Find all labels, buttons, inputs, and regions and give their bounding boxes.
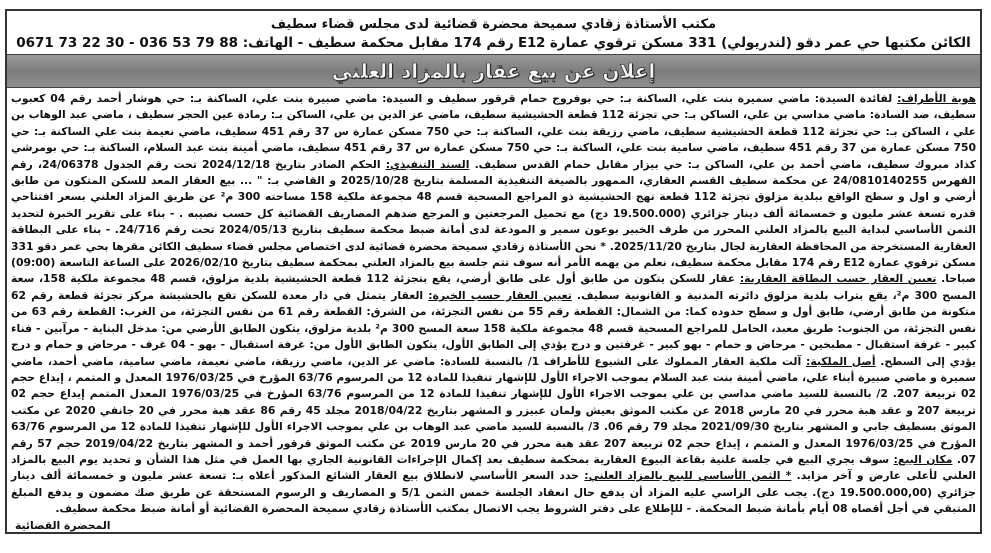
section-label: تعيين العقار حسب الخبرة: <box>428 288 572 302</box>
section-text: سوف يجري البيع في جلسة علنية بقاعة البيوع العقارية بمحكمة سطيف بعد إكمال الإجراءات القانونية الجاري بها العمل في مثل هذا الشأن و تحديد يوم البيع بالمزاد العلني لأعلى عارض و آخر مزايد. <box>11 452 977 483</box>
section-enforcement-title <box>11 158 976 286</box>
section-text: حدد السعر الأساسي لانطلاق بيع العقار الشائع المذكور أعلاه بـ: تسعة عشر مليون و خمسمائة ألف دينار جزائري (19.500.000,00 دج). يجب على الراسي عليه المزاد أن يدفع حال انعقاد الجلسة خمس الثمن 5/1 و المصاريف و الرسوم المستحقة عن طريق صك مضمون و يدفع المبلغ المتبقي في أجل أقصاه 08 أيام بأمانة ضبط المحكمة. - للإطلاع على دفتر الشروط يجب الاتصال بمكتب الأستاذة زقادي سميحة المحضرة القضائية أو أمانة ضبط محكمة سطيف. <box>11 469 976 516</box>
section-label: مكان البيع: <box>893 452 953 466</box>
section-label: أصل الملكية: <box>806 354 876 368</box>
section-label: السند التنفيذي: <box>385 157 470 171</box>
notice-title: إعلان عن بيع عقار بالمزاد العلني <box>331 59 656 83</box>
legal-notice <box>5 9 982 534</box>
section-text: لفائدة السيدة: ماضي سميرة بنت علي، الساكنة بـ: حي بوفروج حمام قرقور سطيف و السيدة: ماضي صبيرة بنت علي، الساكنة بـ: حي هوشار أحمد رقم 04 كعبوب سطيف، ضد السادة: ماضي مداسي بن علي، الساكن بـ: حي تجزئة 112 قطعة الحشيشية سطيف، ماضي عز الدين بن علي، الساكن بـ: رمادة عين الحجر سطيف ، ماضي عبد الوهاب بن علي ، الساكن بـ: حي تجزئة 112 قطعة الحشيشية سطيف، ماضي رزيقة بنت علي، الساكنة بـ: حي 750 مسكن عمارة س 37 رقم 451 سطيف، ماضي نعيمة بنت علي الساكنة بـ: حي 750 مسكن عمارة من 37 رقم 451 سطيف، ماضي سامية بنت علي، الساكنة بـ: حي 750 مسكن عمارة س 37 رقم 451 سطيف، ماضي أمينة بنت عبد السلام، الساكنة بـ: حي بومرشي كذاد مبروك سطيف، ماضي أحمد بن علي، الساكن بـ: حي بيزار مقابل حمام القدس سطيف. <box>11 92 977 171</box>
notice-body <box>11 91 977 532</box>
section-text: عقار للسكن يتكون من طابق أول على طابق أرضي، يقع بتجزئة 112 قطعة الحشيشية بلدية مزلوق، قسم 48 مجموعة ملكية 158، سعة المسح 300 م²، يقع بتراب بلدية مزلوق دائرته المدنية و القانونية سطيف. <box>11 272 976 302</box>
office-name: مكتب الأستاذة زقادي سميحة محضرة قضائية لدى مجلس قضاء سطيف <box>270 17 717 32</box>
section-text: آلت ملكية العقار المملوك على الشيوع للأطراف 1/ بالنسبة للسادة: ماضي عز الدين، ماضي رزيقة، ماضي نعيمة، ماضي سامية، ماضي أحمد، ماضي سميرة و ماضي صبيرة أبناء علي، ماضي أمينة بنت عبد السلام بموجب الاجراء الأول للإشهار تنفيذا للمادة 12 من المرسوم 63/76 المؤرخ في 1976/03/25 المعدل و المتمم ، إيداع حجم 02 تربيعة 207. 2/ بالنسبة للسيد ماضي مداسي بن علي بموجب الاجراء الأول للإشهار تنفيذا للمادة 12 من المرسوم 63/76 المؤرخ في 1976/03/25 المعدل المتمم إيداع حجم 02 تربيعة 207 و عقد هبة محرر في 20 مارس 2018 عن مكتب الموثق بعيش ولمان عبيزر و المشهر بتاريخ 2018/04/22 مجلد 45 رقم 86 عقد هبة محرر في 20 جانفي 2020 عن مكتب الموثق بسطيف جابي و المشهر بتاريخ 2021/09/30 مجلد 79 رقم 06. 3/ بالنسبة للسيد ماضي عبد الوهاب بن علي بموجب الاجراء الأول للإشهار تنفيذا للمادة 12 من المرسوم 63/76 المؤرخ في 1976/03/25 المعدل و المتمم ، إيداع حجم 02 تربيعة 207 عقد هبة محرر في 20 مارس 2019 عن مكتب الموثق قرقور أحمد و المشهر بتاريخ 2019/04/22 حجم 57 رقم 07. <box>11 354 977 466</box>
signature: المحضرة القضائية <box>15 518 111 532</box>
section-text: العقار يتمثل في دار معدة للسكن تقع بالحشيشة مركز تجزئة قطعة رقم 62 متكونة من طابق أرضي، طابق أول و سطح حدوده كما: من الشمال: القطعة رقم 55 من نفس التجزئة، من الشرق: القطعة رقم 61 من نفس التجزئة، من الغرب: القطعة رقم 63 من نفس التجزئة، من الجنوب: طريق معبد، الحامل للمراجع المسحية قسم 48 مجموعة ملكية 158 سعة المسح 300 م² بلدية مزلوق، يتكون الطابق الأرضي من: مدخل البناية - مرآبين - فناء كبير - غرفة استقبال - مطبخين - مرحاض و حمام - بهو كبير - غرفتين و درج يؤدي إلى الطابق الأول، يتكون الطابق الأول من: غرفة استقبال - بهو - 04 غرف - مرحاض و حمام و درج يؤدي إلى السطح. <box>11 288 977 368</box>
section-ownership-origin <box>11 355 976 466</box>
section-label: تعيين العقار حسب البطاقة العقارية: <box>739 272 937 286</box>
section-text: الحكم الصادر بتاريخ 2024/12/18 تحت رقم الجدول 24/06378، رقم الفهرس 24/0810140255 عن محكمة سطيف القسم العقاري، الممهور بالصيغة التنفيذية المسلمة بتاريخ 2025/10/28 و القاضي بـ: " ... بيع العقار المعد للسكن المتكون من طابق أرضي و اول و سطح الواقع ببلدية مزلوق تجزئة 112 قطعة نهج الحشيشية ذو المراجع المسحية قسم 48 مجموعة ملكية 158 مساحته 300 م² عن طريق المزاد العلني بسعر افتتاحي قدره تسعة عشر مليون و خمسمائة ألف دينار جزائري (19.500.000 دج) مع تحميل المرجعتين و المرجع ضدهم المصاريف القضائية كل حسب نصيبه . - بناء على تقرير الخبرة لتحديد الثمن الأساسي لبداية البيع بالمزاد العلني المحرر من طرف الخبير بوعون سمير و المودعة لدى أمانة ضبط محكمة سطيف بتاريخ 2024/05/13 تحت رقم 24/716. - بناء على البطاقة العقارية المستخرجة من المحافظة العقارية لجال بتاريخ 2025/11/20. * نحن الأستاذة زقادي سميحة محضرة قضائية لدى اختصاص مجلس قضاء سطيف الكائن مقرها بحي عمر دقو 331 مسكن ترقوي عمارة E12 رقم 174 مقابل محكمة سطيف، نعلم من يهمه الأمر أنه سوف تتم جلسة بيع بالمزاد العلني بمحكمة سطيف بتاريخ 2026/02/10 على الساعة التاسعة (09:00) صباحا. <box>11 157 977 286</box>
office-address-phone: الكائن مكتبها حي عمر دقو (لندريولي) 331 مسكن ترقوي عمارة E12 رقم 174 مقابل محكمة سطيف - الهاتف: 88 79 53 036 - 30 22 73 0671 <box>16 35 971 51</box>
notice-title-banner <box>7 54 980 88</box>
section-label: هوية الأطراف: <box>897 92 976 105</box>
section-label: * الثمن الأساسي للبيع بالمزاد العلني: <box>584 469 792 483</box>
